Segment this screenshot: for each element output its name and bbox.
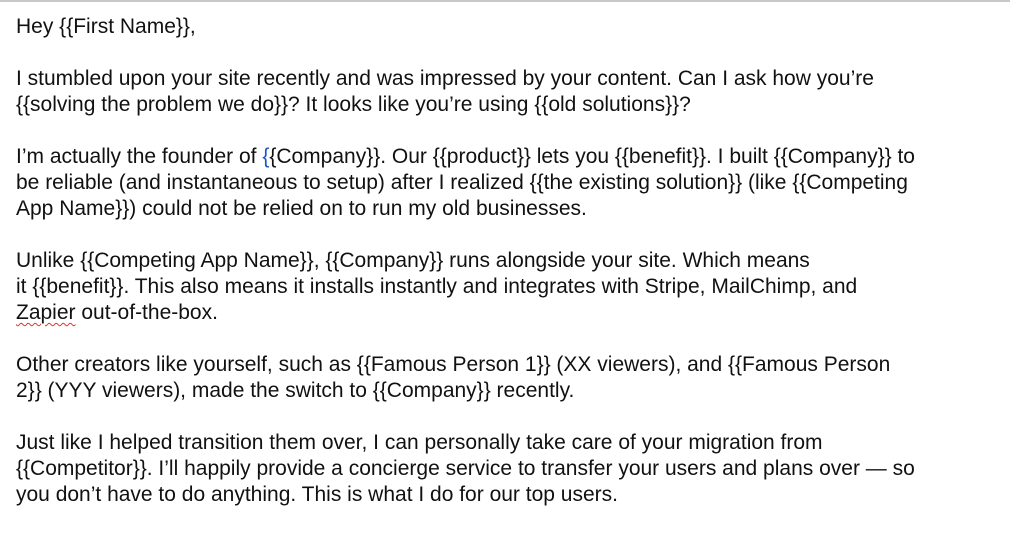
misspelled-word[interactable]: Zapier [16, 301, 76, 324]
paragraph-social-proof: Other creators like yourself, such as {{Famous Person 1}} (XX viewers), and {{Famous Person 2}} (YYY viewers), made the switch to {{Company}} recently. [16, 353, 891, 402]
founder-text-start: I’m actually the founder of [16, 145, 263, 168]
email-body[interactable] [16, 14, 1001, 534]
top-divider [0, 0, 1010, 2]
text-cursor-brace: { [262, 145, 270, 168]
paragraph-comparison [16, 248, 1001, 326]
paragraph-intro: I stumbled upon your site recently and was impressed by your content. Can I ask how you’re {{solving the problem we do}}? It looks like you’re using {{old solutions}}? [16, 67, 874, 116]
comparison-text-start: Unlike {{Competing App Name}}, {{Company}} runs alongside your site. Which means it {{benefit}}. This also means it installs instantly and integrates with Stripe, MailChimp, and [16, 249, 858, 298]
founder-text-rest: {Company}}. Our {{product}} lets you {{benefit}}. I built {{Company}} to be reliable (and instantaneous to setup) after I realized {{the existing solution}} (like {{Competing App Name}}) could not be relied on to run my old businesses. [16, 145, 915, 220]
paragraph-migration: Just like I helped transition them over, I can personally take care of your migration from {{Competitor}}. I’ll happily provide a concierge service to transfer your users and plans over — so you don’t have to do anything. This is what I do for our top users. [16, 431, 915, 506]
paragraph-founder [16, 144, 1001, 222]
greeting-line: Hey {{First Name}}, [16, 15, 196, 38]
comparison-text-end: out-of-the-box. [75, 301, 218, 324]
